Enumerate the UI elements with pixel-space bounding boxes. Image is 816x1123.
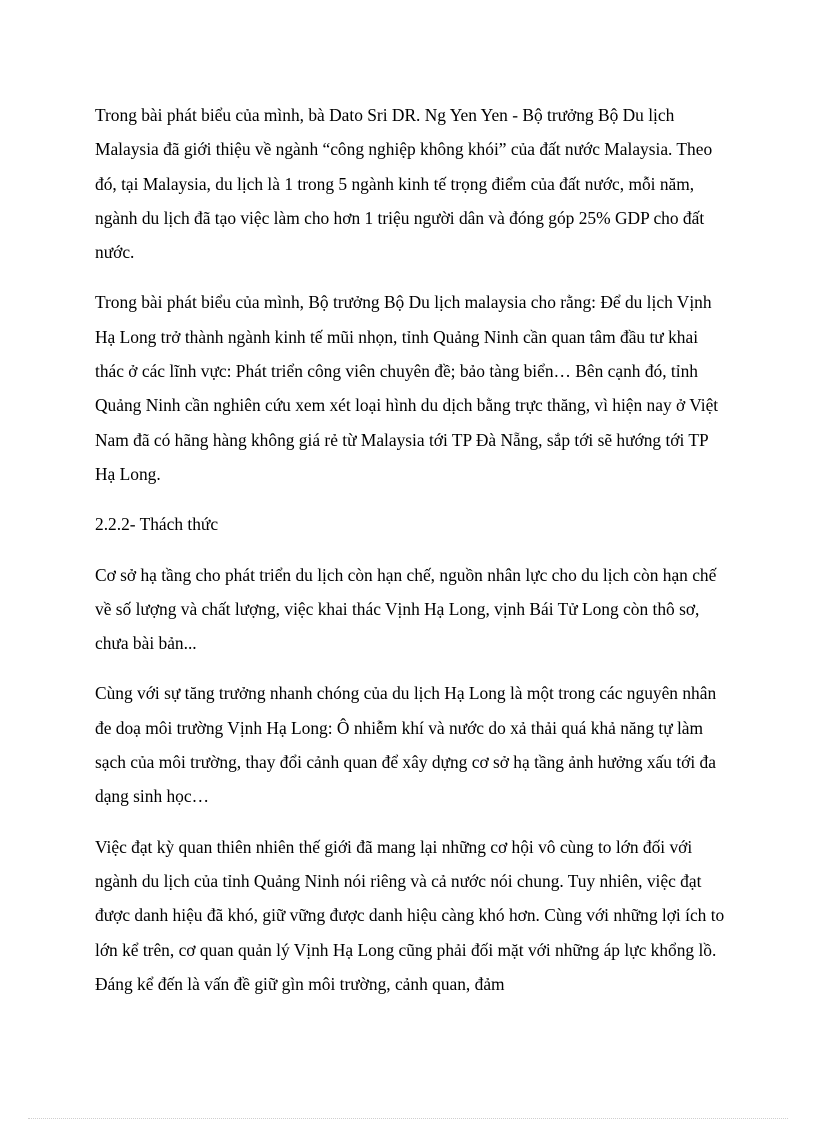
paragraph-malaysia-minister-intro: Trong bài phát biểu của mình, bà Dato Sri DR. Ng Yen Yen - Bộ trưởng Bộ Du lịch Malaysia đã giới thiệu về ngành “công nghiệp không khói” của đất nước Malaysia. Theo đó, tại Malaysia, du lịch là 1 trong 5 ngành kinh tế trọng điểm của đất nước, mỗi năm, ngành du lịch đã tạo việc làm cho hơn 1 triệu người dân và đóng góp 25% GDP cho đất nước. bbox=[95, 105, 713, 263]
document-body bbox=[95, 98, 725, 1017]
paragraph-world-wonder: Việc đạt kỳ quan thiên nhiên thế giới đã mang lại những cơ hội vô cùng to lớn đối với ngành du lịch của tỉnh Quảng Ninh nói riêng và cả nước nói chung. Tuy nhiên, việc đạt được danh hiệu đã khó, giữ vững được danh hiệu càng khó hơn. Cùng với những lợi ích to lớn kể trên, cơ quan quản lý Vịnh Hạ Long cũng phải đối mặt với những áp lực khổng lồ. Đáng kể đến là vấn đề giữ gìn môi trường, cảnh quan, đảm bbox=[95, 836, 725, 994]
paragraph-infrastructure: Cơ sở hạ tầng cho phát triển du lịch còn hạn chế, nguồn nhân lực cho du lịch còn hạn chế về số lượng và chất lượng, việc khai thác Vịnh Hạ Long, vịnh Bái Tử Long còn thô sơ, chưa bài bản... bbox=[95, 564, 717, 654]
paragraph-environment-threats: Cùng với sự tăng trưởng nhanh chóng của du lịch Hạ Long là một trong các nguyên nhân đe doạ môi trường Vịnh Hạ Long: Ô nhiễm khí và nước do xả thải quá khả năng tự làm sạch của môi trường, thay đổi cảnh quan để xây dựng cơ sở hạ tầng ảnh hưởng xấu tới đa dạng sinh học… bbox=[95, 683, 717, 807]
page-bottom-divider bbox=[28, 1118, 788, 1119]
paragraph-minister-recommendation: Trong bài phát biểu của mình, Bộ trưởng Bộ Du lịch malaysia cho rằng: Để du lịch Vịnh Hạ Long trở thành ngành kinh tế mũi nhọn, tỉnh Quảng Ninh cần quan tâm đầu tư khai thác ở các lĩnh vực: Phát triển công viên chuyên đề; bảo tàng biển… Bên cạnh đó, tỉnh Quảng Ninh cần nghiên cứu xem xét loại hình du dịch bằng trực thăng, vì hiện nay ở Việt Nam đã có hãng hàng không giá rẻ từ Malaysia tới TP Đà Nẵng, sắp tới sẽ hướng tới TP Hạ Long. bbox=[95, 292, 719, 484]
section-heading-challenges: 2.2.2- Thách thức bbox=[95, 514, 219, 535]
